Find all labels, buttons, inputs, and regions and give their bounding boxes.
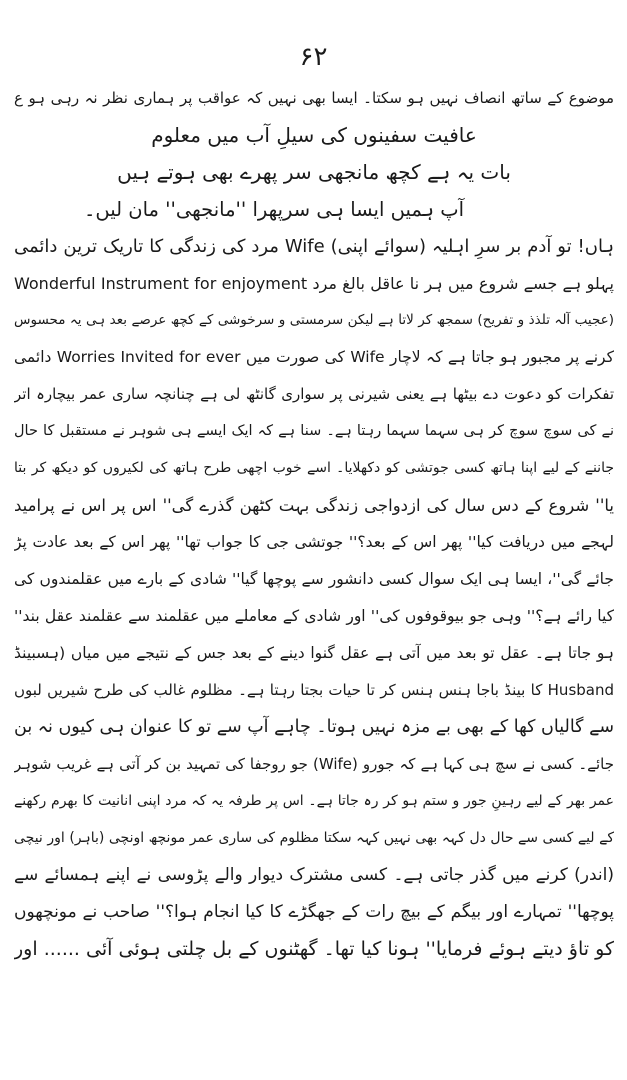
text-line: آپ ہمیں ایسا ہی سرپھرا ''مانجھی'' مان لیں۔ <box>83 198 464 221</box>
text-line: پوچھا'' تمہارے اور بیگم کے بیچ رات کے جھگڑے کا کیا انجام ہوا؟'' صاحب نے مونچھوں <box>14 902 614 922</box>
text-line: ہو جاتا ہے۔ عقل تو بعد میں آتی ہے عقل گنوا دینے کے بعد جس کے نتیجے میں میاں (ہسبینڈ <box>14 644 614 662</box>
text-line: کے لیے کسی سے حال دل کہہ بھی نہیں کہہ سکتا مظلوم کی ساری عمر مونچھ اونچی (باہر) اور نیچی <box>14 830 614 846</box>
text-line: یا'' شروع کے دس سال کی ازدواجی زندگی بہت کٹھن گذرے گی'' اس پر اس نے پرامید <box>14 496 614 515</box>
text-line: نے کی سوچ سوچ کر ہی سہما سہما رہتا ہے۔ سنا ہے کہ ایک ایسے ہی شوہر نے مستقبل کا حال <box>14 423 614 439</box>
text-line: موضوع کے ساتھ انصاف نہیں ہو سکتا۔ ایسا بھی نہیں کہ عواقب پر ہماری نظر نہ رہی ہو ع <box>14 89 614 107</box>
text-line: کرنے پر مجبور ہو جاتا ہے کہ لاچار Wife کی صورت میں Worries Invited for ever دائمی <box>14 348 614 366</box>
text-line: سے گالیاں کھا کے بھی بے مزہ نہیں ہوتا۔ چاہے آپ سے تو کا عنوان ہی کیوں نہ بن <box>14 717 614 737</box>
text-line: کیا رائے ہے؟'' وہی جو بیوقوفوں کی'' اور شادی کے معاملے میں عقلمند سے عقلمند عقل بند'' <box>14 607 614 625</box>
text-line: عمر بھر کے لیے رہینِ جور و ستم ہو کر رہ جاتا ہے۔ اس پر طرفہ یہ کہ مرد اپنی انانیت کا بھرم رکھنے <box>14 793 614 809</box>
text-line: کو تاؤ دیتے ہوئے فرمایا'' ہونا کیا تھا۔ گھٹنوں کے بل چلتی ہوئی آئی ...... اور <box>14 938 614 960</box>
page-number: ۶۲ <box>299 42 328 72</box>
text-line: لہجے میں دریافت کیا'' پھر اس کے بعد؟'' جوتشی جی کا جواب تھا'' پھر اس کے بعد عادت پڑ <box>14 533 614 551</box>
text-line: (عجیب آلہ تلذذ و تفریح) سمجھ کر لاتا ہے لیکن سرمستی و سرخوشی کے کچھ عرصے بعد ہی یہ محسوس <box>14 312 614 328</box>
verse-line: عافیت سفینوں کی سیلِ آب میں معلوم <box>151 123 477 147</box>
verse-line: بات یہ ہے کچھ مانجھی سر پھرے بھی ہوتے ہیں <box>117 160 511 184</box>
text-line: جاننے کے لیے اپنا ہاتھ کسی جوتشی کو دکھلایا۔ اسے خوب اچھی طرح ہاتھ کی لکیروں کو دیکھ کر بتا <box>14 460 614 476</box>
text-line: Husband کا بینڈ باجا ہنس ہنس کر تا حیات بجتا رہتا ہے۔ مظلوم غالب کی طرح شیریں لبوں <box>14 681 614 699</box>
text-line: تفکرات کو دعوت دے بیٹھا ہے یعنی شیرنی پر سواری گانٹھ لی ہے چنانچہ ساری عمر بیچارہ اتر <box>14 385 614 403</box>
text-line: پہلو ہے جسے شروع میں ہر نا عاقل بالغ مرد Wonderful Instrument for enjoyment <box>14 274 614 293</box>
text-line: جائے۔ کسی نے سچ ہی کہا ہے کہ جورو (Wife) جو روجفا کی تمہید بن کر آتی ہے غریب شوہر <box>14 755 614 773</box>
text-line: ہاں! تو آدم بر سرِ اہلیہ (سوائے اپنی) Wife مرد کی زندگی کا تاریک ترین دائمی <box>14 236 614 257</box>
body-text <box>14 80 614 968</box>
text-line: جائے گی''، ایسا ہی ایک سوال کسی دانشور سے پوچھا گیا'' شادی کے بارے میں عقلمندوں کی <box>14 570 614 588</box>
text-line: (اندر) کرنے میں گذر جاتی ہے۔ کسی مشترک دیوار والے پڑوسی نے اپنے ہمسائے سے <box>14 865 614 885</box>
